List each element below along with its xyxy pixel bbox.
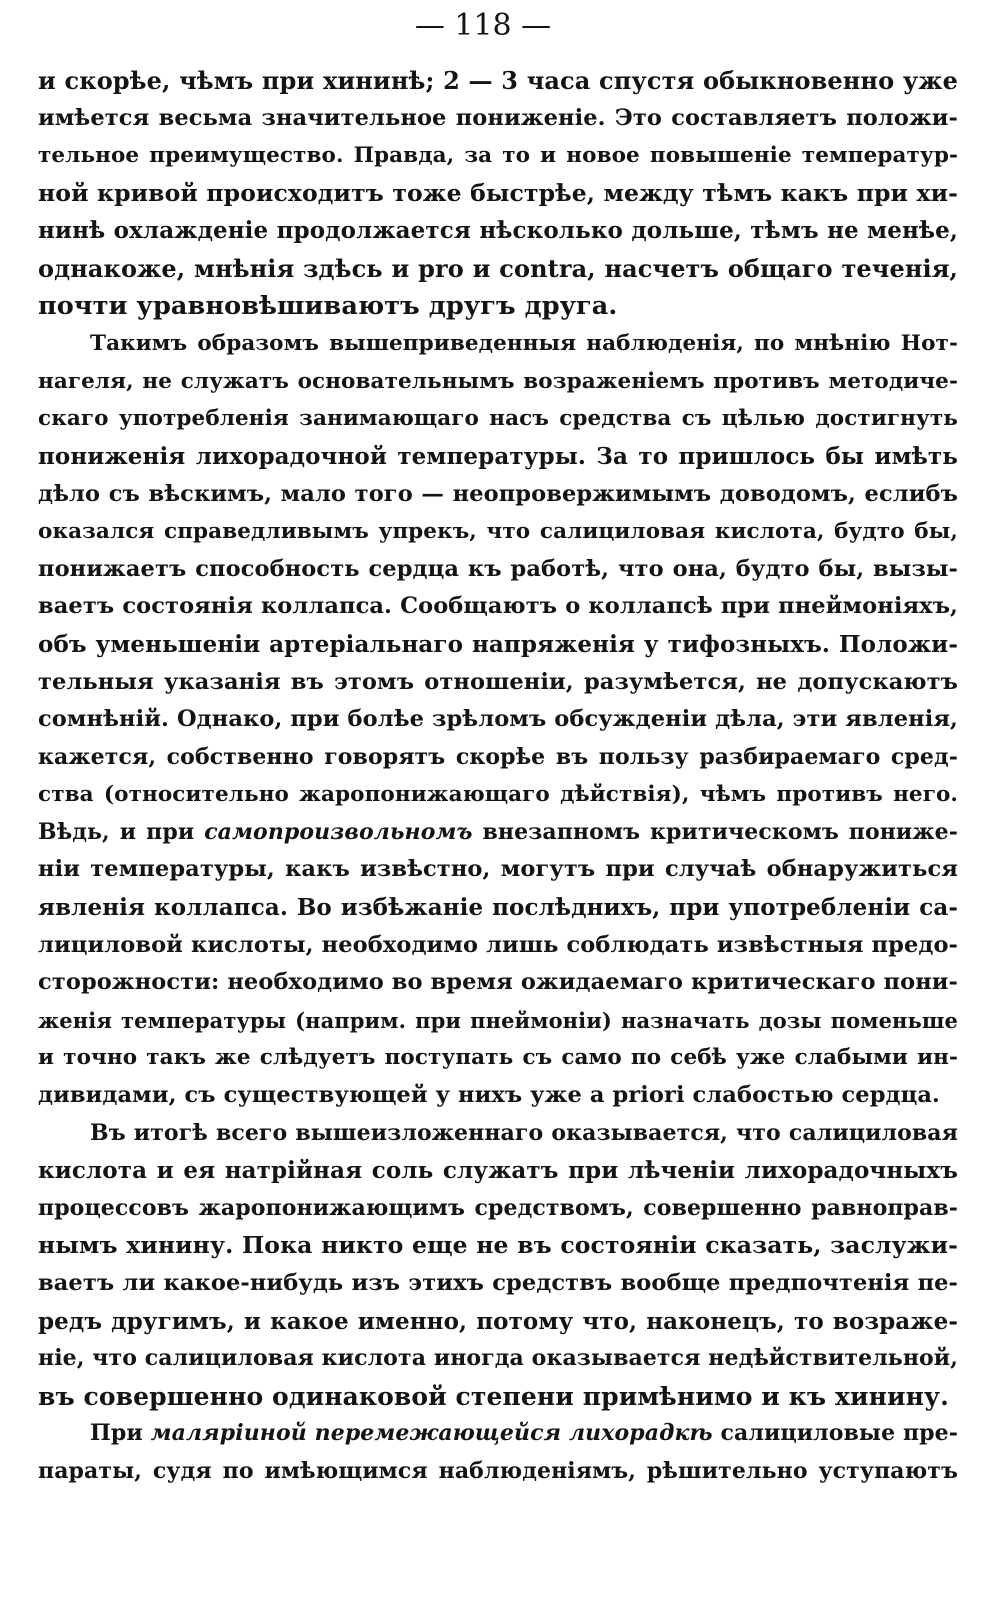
document-page: [38, 8, 958, 1491]
emphasized-term: самопроизвольномъ: [204, 818, 473, 845]
text-line: оказался справедливымъ упрекъ, что салициловая кислота, будто бы,: [38, 519, 958, 545]
text-line: и скорѣе, чѣмъ при хининѣ; 2 — 3 часа спустя обыкновенно уже: [38, 66, 958, 95]
text-segment: внезапномъ критическомъ пониже-: [472, 818, 958, 845]
text-line: редъ другимъ, и какое именно, потому что, наконецъ, то возраже-: [38, 1307, 958, 1335]
text-line: нымъ хинину. Пока никто еще не въ состояніи сказать, заслужи-: [38, 1231, 958, 1260]
text-line: тельное преимущество. Правда, за то и новое повышеніе температур-: [38, 143, 958, 169]
text-line: почти уравновѣшиваютъ другъ друга.: [38, 290, 618, 321]
text-line: параты, судя по имѣющимся наблюденіямъ, рѣшительно уступаютъ: [38, 1457, 958, 1484]
text-line: объ уменьшеніи артеріальнаго напряженія у тифозныхъ. Положи-: [38, 630, 958, 658]
text-line: понижаетъ способность сердца къ работѣ, что она, будто бы, вызы-: [38, 555, 958, 582]
paragraph-4: [38, 1415, 958, 1490]
text-line: явленія коллапса. Во избѣжаніе послѣднихъ, при употребленіи са-: [38, 894, 958, 922]
text-line: ніи температуры, какъ извѣстно, могутъ при случаѣ обнаружиться: [38, 856, 958, 883]
emphasized-term: маляріиной перемежающейся лихорадкѣ: [150, 1420, 713, 1447]
text-line: ніе, что салициловая кислота иногда оказывается недѣйствительной,: [38, 1345, 958, 1372]
text-line: въ совершенно одинаковой степени примѣнимо и къ хинину.: [38, 1381, 949, 1411]
text-line: дивидами, съ существующей у нихъ уже a priori слабостью сердца.: [38, 1082, 940, 1109]
text-line: дѣло съ вѣскимъ, мало того — неопровержимымъ доводомъ, еслибъ: [38, 480, 958, 507]
text-line: ваетъ ли какое-нибудь изъ этихъ средствъ вообще предпочтенія пе-: [38, 1270, 958, 1296]
text-line: тельныя указанія въ этомъ отношеніи, разумѣется, не допускаютъ: [38, 668, 958, 695]
text-line: процессовъ жаропонижающимъ средствомъ, совершенно равноправ-: [38, 1194, 958, 1221]
page-number: — 118 —: [414, 8, 552, 43]
text-segment: салициловые пре-: [712, 1420, 958, 1447]
text-line-with-emphasis: [38, 814, 958, 852]
paragraph-2: [38, 325, 958, 1114]
text-line: кажется, собственно говорятъ скорѣе въ пользу разбираемаго сред-: [38, 743, 958, 770]
text-line: женія температуры (наприм. при пнеймоніи) назначать дозы поменьше: [38, 1007, 958, 1033]
text-segment: Вѣдь, и при: [38, 818, 205, 845]
text-line: нагеля, не служатъ основательнымъ возраженіемъ противъ методиче-: [38, 368, 958, 394]
text-line: имѣется весьма значительное пониженіе. Это составляетъ положи-: [38, 104, 958, 131]
text-line: однакоже, мнѣнія здѣсь и pro и contra, насчетъ общаго теченія,: [38, 253, 958, 283]
text-line: скаго употребленія занимающаго насъ средства съ цѣлью достигнуть: [38, 406, 958, 432]
text-line: пониженія лихорадочной температуры. За то пришлось бы имѣть: [38, 442, 958, 470]
text-line: сторожности: необходимо во время ожидаемаго критическаго пони-: [38, 969, 958, 996]
text-segment: При: [90, 1420, 151, 1447]
text-line: ваетъ состоянія коллапса. Сообщаютъ о коллапсѣ при пнеймоніяхъ,: [38, 593, 958, 620]
text-line: Такимъ образомъ вышеприведенныя наблюденія, по мнѣнію Нот-: [90, 331, 958, 357]
paragraph-1: [38, 62, 958, 325]
text-line: сомнѣній. Однако, при болѣе зрѣломъ обсужденіи дѣла, эти явленія,: [38, 706, 958, 733]
text-line: ной кривой происходитъ тоже быстрѣе, между тѣмъ какъ при хи-: [38, 178, 958, 207]
paragraph-3: [38, 1115, 958, 1416]
text-line: и точно такъ же слѣдуетъ поступать съ само по себѣ уже слабыми ин-: [38, 1045, 958, 1071]
text-line: нинѣ охлажденіе продолжается нѣсколько дольше, тѣмъ не менѣе,: [38, 217, 958, 245]
text-line-with-emphasis: [38, 1415, 958, 1453]
text-line: ства (относительно жаропонижающаго дѣйствія), чѣмъ противъ него.: [38, 782, 958, 808]
text-line: кислота и ея натрійная соль служатъ при лѣченіи лихорадочныхъ: [38, 1157, 958, 1185]
text-line: Въ итогѣ всего вышеизложеннаго оказывается, что салициловая: [90, 1119, 958, 1146]
text-line: лициловой кислоты, необходимо лишь соблюдать извѣстныя предо-: [38, 931, 958, 958]
